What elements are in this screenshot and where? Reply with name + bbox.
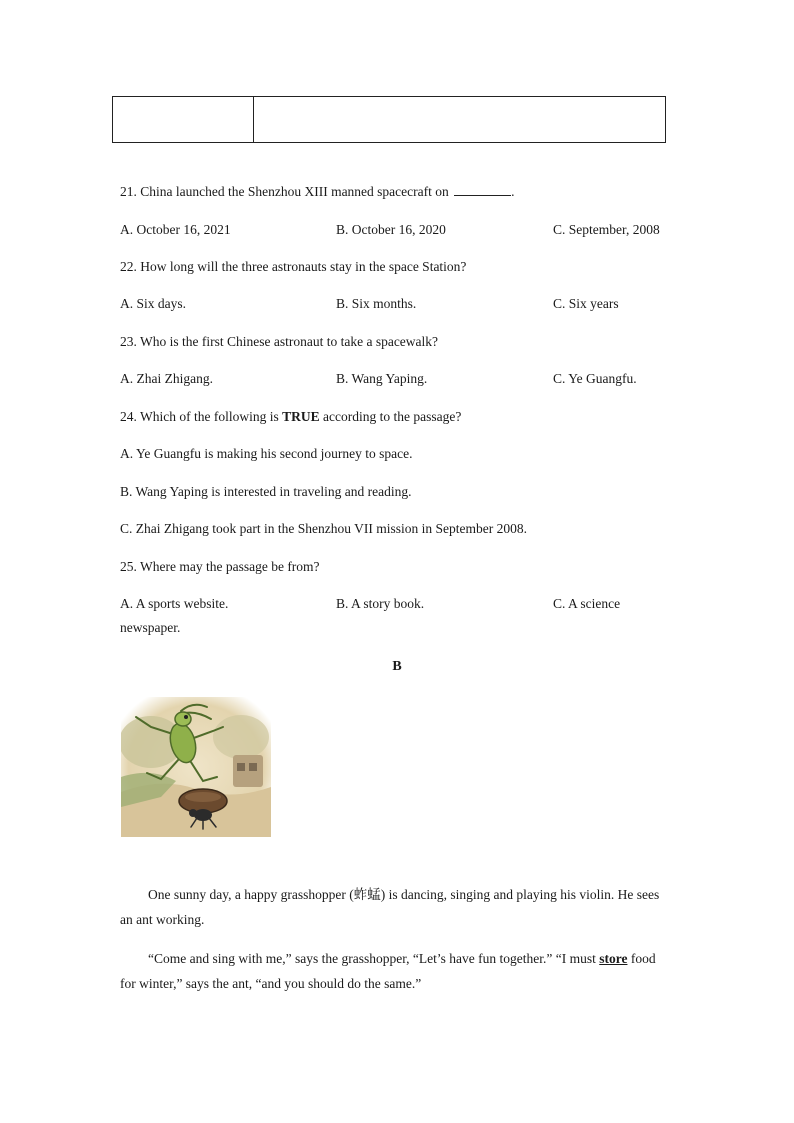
q21-option-b[interactable]: B. October 16, 2020 xyxy=(336,222,446,237)
q22-option-c[interactable]: C. Six years xyxy=(553,296,619,311)
q24-option-c[interactable]: C. Zhai Zhigang took part in the Shenzhou VII mission in September 2008. xyxy=(120,521,527,536)
q23-option-c[interactable]: C. Ye Guangfu. xyxy=(553,371,637,386)
q25-option-c[interactable]: C. A science xyxy=(553,596,621,611)
q24-option-b[interactable]: B. Wang Yaping is interested in traveling and reading. xyxy=(120,484,412,499)
q21-option-c[interactable]: C. September, 2008 xyxy=(553,222,660,237)
q25-option-c-continued: newspaper. xyxy=(120,620,181,635)
answer-table-cell-2 xyxy=(254,97,665,142)
answer-table xyxy=(112,96,666,143)
q22-option-b[interactable]: B. Six months. xyxy=(336,296,417,311)
story-paragraph-2: “Come and sing with me,” says the grasshopper, “Let’s have fun together.” “I must store food for winter,” says the ant, “and you should do the same.” xyxy=(120,951,656,991)
keyword-store: store xyxy=(599,951,628,966)
q23-option-b[interactable]: B. Wang Yaping. xyxy=(336,371,428,386)
grasshopper-ant-icon xyxy=(121,697,271,837)
story-paragraph-1: One sunny day, a happy grasshopper (蚱蜢) is dancing, singing and playing his violin. He sees an ant working. xyxy=(120,887,660,927)
question-21: 21. China launched the Shenzhou XIII manned spacecraft on . xyxy=(120,184,515,199)
answer-blank[interactable] xyxy=(454,184,511,196)
section-heading: B xyxy=(392,659,402,674)
q21-option-a[interactable]: A. October 16, 2021 xyxy=(120,222,231,237)
question-23: 23. Who is the first Chinese astronaut to take a spacewalk? xyxy=(120,334,439,349)
q23-option-a[interactable]: A. Zhai Zhigang. xyxy=(120,371,213,386)
q22-option-a[interactable]: A. Six days. xyxy=(120,296,187,311)
q24-option-a[interactable]: A. Ye Guangfu is making his second journey to space. xyxy=(120,446,413,461)
q25-option-b[interactable]: B. A story book. xyxy=(336,596,425,611)
question-22: 22. How long will the three astronauts stay in the space Station? xyxy=(120,259,467,274)
answer-table-cell-1 xyxy=(113,97,254,142)
keyword-true: TRUE xyxy=(282,409,320,424)
question-24: 24. Which of the following is TRUE according to the passage? xyxy=(120,409,462,424)
question-25: 25. Where may the passage be from? xyxy=(120,559,320,574)
q25-option-a[interactable]: A. A sports website. xyxy=(120,596,229,611)
